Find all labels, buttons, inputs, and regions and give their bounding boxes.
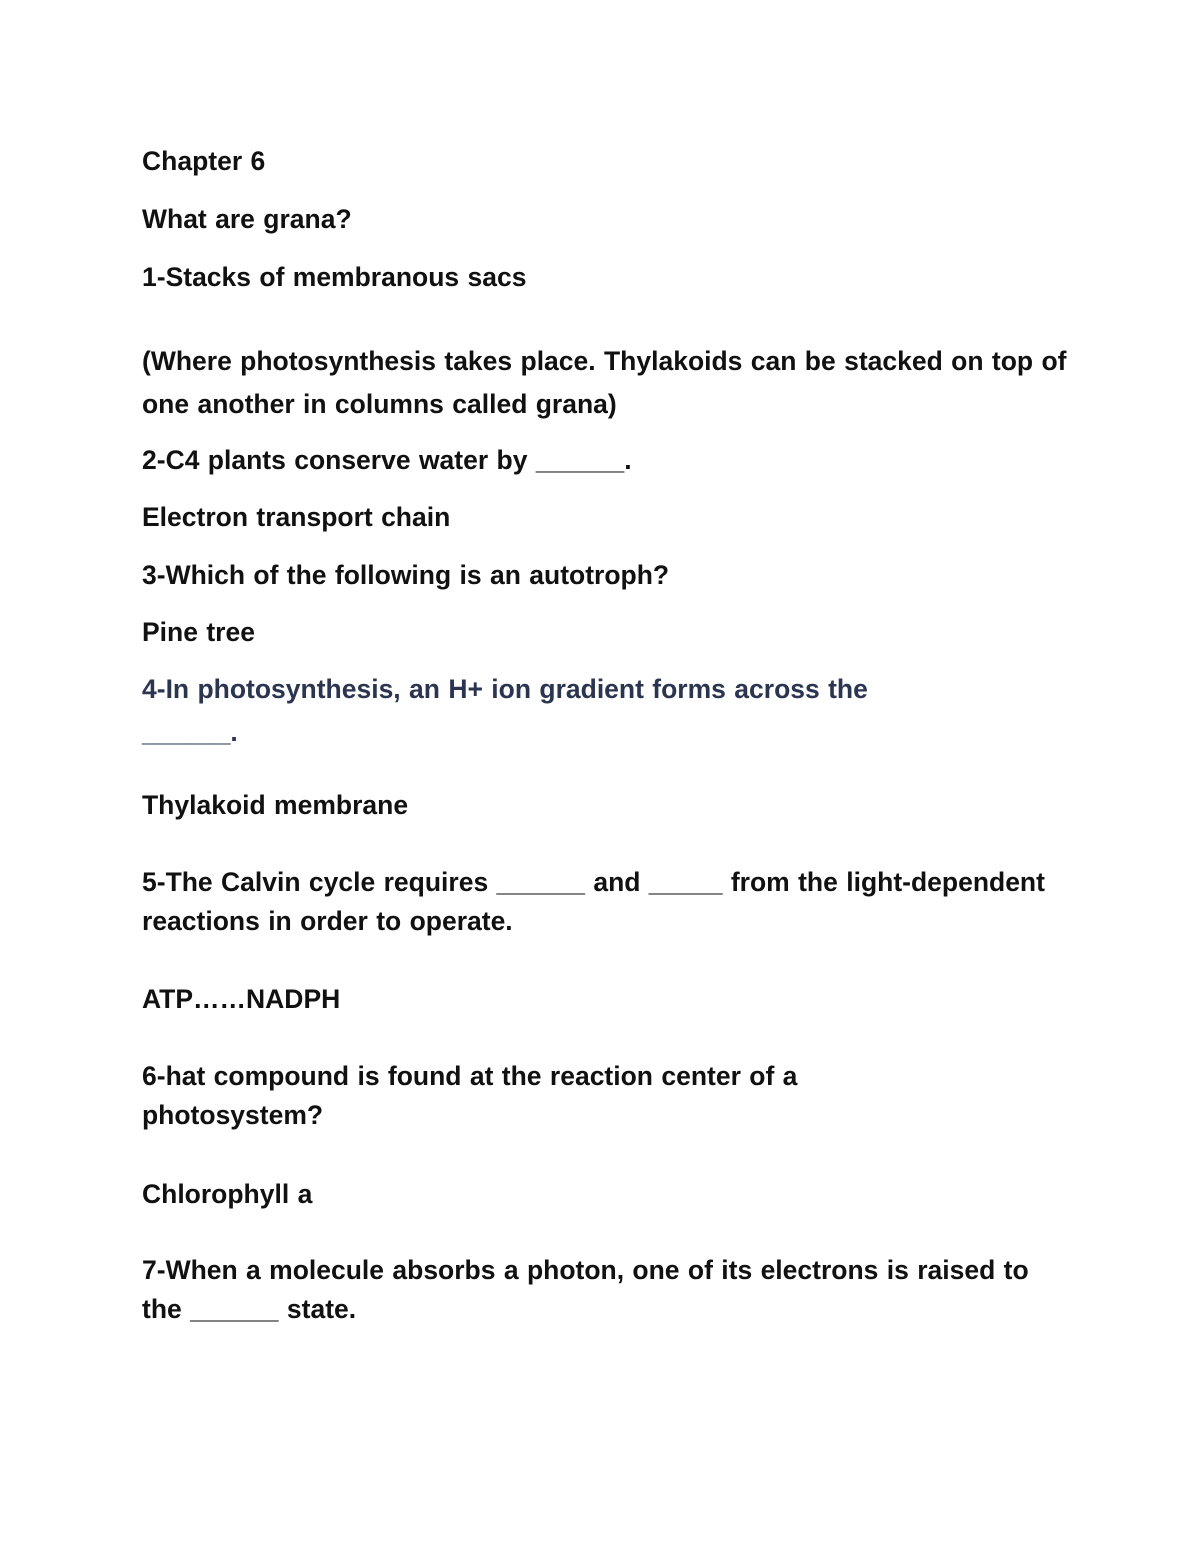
question-7: 7-When a molecule absorbs a photon, one of its electrons is raised to the ______ state. bbox=[142, 1255, 1029, 1324]
question-4-line-2: ______. bbox=[142, 717, 238, 747]
chapter-title: Chapter 6 bbox=[142, 146, 266, 176]
question-1-note: (Where photosynthesis takes place. Thylakoids can be stacked on top of one another in columns called grana) bbox=[142, 346, 1067, 419]
answer-2: Electron transport chain bbox=[142, 502, 451, 532]
answer-4: Thylakoid membrane bbox=[142, 790, 409, 820]
question-6: 6-hat compound is found at the reaction center of a photosystem? bbox=[142, 1061, 798, 1130]
question-3: 3-Which of the following is an autotroph? bbox=[142, 560, 670, 590]
intro-question: What are grana? bbox=[142, 204, 352, 234]
answer-3: Pine tree bbox=[142, 617, 255, 647]
question-1: 1-Stacks of membranous sacs bbox=[142, 262, 527, 292]
answer-6: Chlorophyll a bbox=[142, 1179, 313, 1209]
question-5: 5-The Calvin cycle requires ______ and _____ from the light-dependent reactions in order to operate. bbox=[142, 867, 1045, 936]
question-4-line-1: 4-In photosynthesis, an H+ ion gradient forms across the bbox=[142, 674, 868, 704]
answer-5: ATP……NADPH bbox=[142, 984, 341, 1014]
question-2: 2-C4 plants conserve water by ______. bbox=[142, 445, 632, 475]
